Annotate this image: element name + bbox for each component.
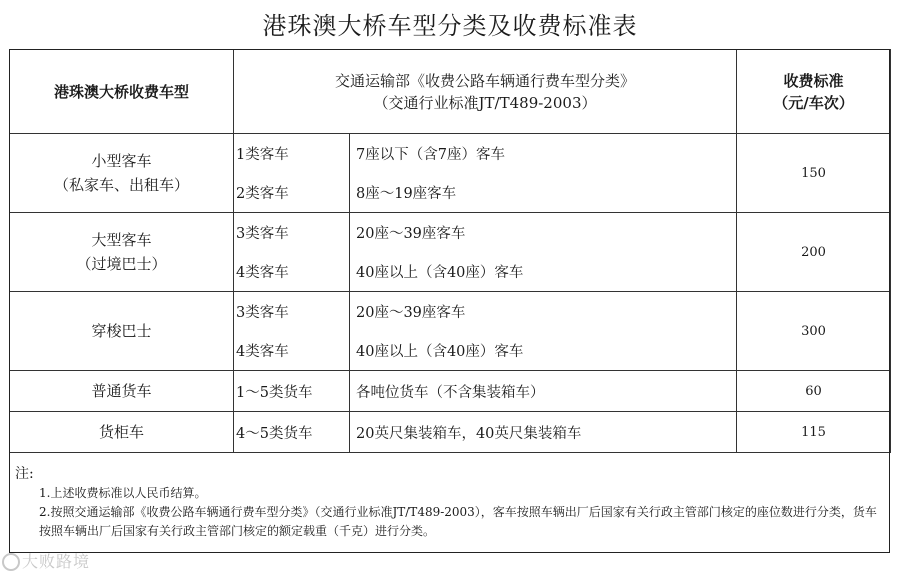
- fee-cell: 60: [737, 371, 891, 412]
- header-fee-line1: 收费标准: [783, 71, 844, 90]
- note-item: 1.上述收费标准以人民币结算。: [39, 486, 207, 500]
- note-item: 2.按照交通运输部《收费公路车辆通行费车型分类》（交通行业标准JT/T489-2003），客车按照车辆出厂后国家有关行政主管部门核定的座位数进行分类，货车按照车辆出厂后国家有关行政主管部门核定的额定载重（千克）进行分类。: [39, 505, 877, 538]
- desc-label: 20座～39座客车: [356, 226, 466, 242]
- vehicle-type-sublabel: （私家车、出租车）: [53, 176, 189, 194]
- class-label: 3类客车: [236, 305, 289, 321]
- class-label: 2类客车: [236, 186, 289, 202]
- notes-heading: 注:: [15, 466, 34, 482]
- class-label: 1类客车: [236, 147, 289, 163]
- fee-cell: 300: [737, 292, 891, 371]
- desc-label: 各吨位货车（不含集装箱车）: [356, 384, 545, 401]
- header-fee-line2: （元/车次）: [773, 93, 854, 112]
- watermark: [2, 549, 90, 572]
- class-label: 4类客车: [236, 344, 289, 360]
- desc-label: 20座～39座客车: [356, 305, 466, 321]
- fee-cell: 150: [737, 134, 891, 213]
- fee-cell: 200: [737, 213, 891, 292]
- fee-cell: 115: [737, 412, 891, 453]
- vehicle-type-cell: 货柜车: [10, 412, 234, 453]
- page-title: 港珠澳大桥车型分类及收费标准表: [262, 12, 638, 40]
- header-vehicle-type: 港珠澳大桥收费车型: [10, 50, 234, 134]
- class-label: 1～5类货车: [236, 384, 313, 401]
- desc-label: 20英尺集装箱车，40英尺集装箱车: [356, 425, 582, 442]
- desc-label: 40座以上（含40座）客车: [356, 344, 524, 360]
- header-classification-line2: （交通行业标准JT/T489-2003）: [373, 93, 597, 112]
- class-label: 3类客车: [236, 226, 289, 242]
- vehicle-type-label: 大型客车: [91, 231, 152, 249]
- desc-label: 40座以上（含40座）客车: [356, 265, 524, 281]
- vehicle-type-sublabel: （过境巴士）: [76, 255, 167, 273]
- watermark-logo-icon: [2, 553, 20, 571]
- table-frame: [9, 49, 890, 553]
- header-classification-line1: 交通运输部《收费公路车辆通行费车型分类》: [335, 71, 636, 90]
- vehicle-type-cell: 普通货车: [10, 371, 234, 412]
- class-label: 4～5类货车: [236, 425, 313, 442]
- vehicle-type-label: 穿梭巴士: [91, 322, 152, 340]
- vehicle-type-label: 小型客车: [91, 152, 152, 170]
- desc-label: 7座以下（含7座）客车: [356, 147, 505, 163]
- watermark-text: 大败路境: [22, 552, 91, 571]
- class-label: 4类客车: [236, 265, 289, 281]
- desc-label: 8座～19座客车: [356, 186, 457, 202]
